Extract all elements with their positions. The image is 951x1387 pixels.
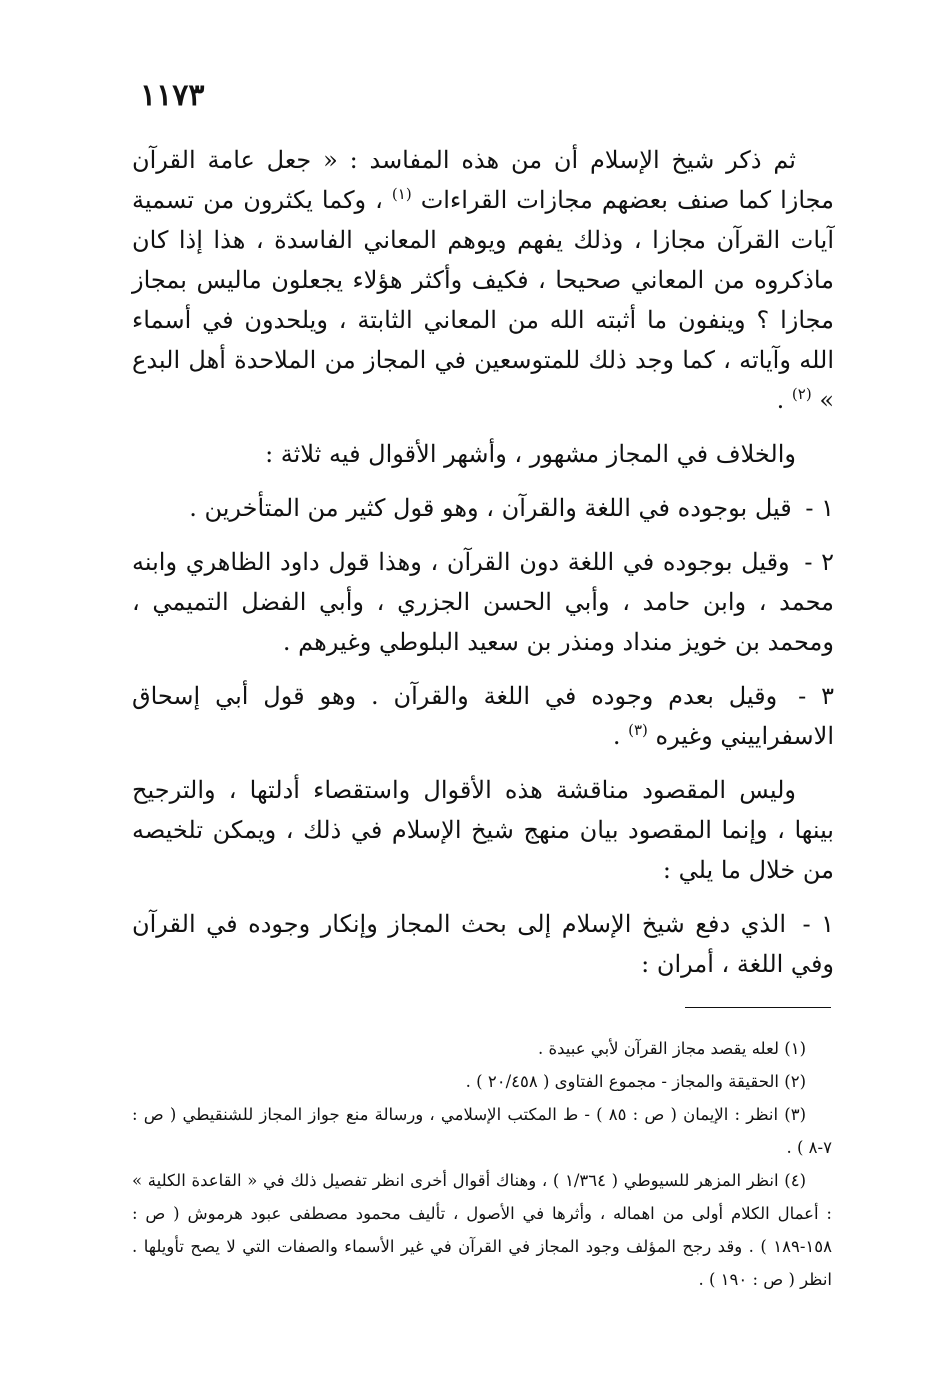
list-number: ٢ - — [804, 548, 834, 576]
list-number: ٣ - — [798, 682, 834, 710]
footnote-divider — [685, 1007, 831, 1008]
paragraph-text: وليس المقصود مناقشة هذه الأقوال واستقصاء أدلتها ، والترجيح بينها ، وإنما المقصود بيان منهج شيخ الإسلام في ذلك ، ويمكن تلخيصه من خلال ما يلي : — [132, 776, 834, 884]
footnote-3: (٣) انظر : الإيمان ( ص : ٨٥ ) - ط المكتب الإسلامي ، ورسالة منع جواز المجاز للشنقيطي ( ص : ٧-٨ ) . — [132, 1105, 832, 1157]
page-number: ١١٧٣ — [140, 78, 205, 113]
list-text-tail: . — [612, 722, 629, 750]
list-item — [132, 488, 834, 528]
footnote-2: (٢) الحقيقة والمجاز - مجموع الفتاوى ( ٢٠/٤٥٨ ) . — [465, 1072, 806, 1091]
main-text — [132, 140, 834, 998]
paragraph-maqsud — [132, 770, 834, 890]
paragraph-text: ، وكما يكثرون من تسمية آيات القرآن مجازا ، وذلك يفهم ويوهم المعاني الفاسدة ، هذا إذا كان ماذكروه من المعاني صحيحا ، فكيف وأكثر هؤلاء يجعلون ماليس بمجاز مجازا ؟ وينفون ما أثبته الله من المعاني الثابتة ، ويلحدون في أسماء الله وآياته ، كما وجد ذلك للمتوسعين في المجاز من الملاحدة أهل البدع » — [132, 186, 834, 414]
list-text: وقيل بوجوده في اللغة دون القرآن ، وهذا قول داود الظاهري وابنه محمد ، وابن حامد ، وأبي الحسن الجزري ، وأبي الفضل التميمي ، ومحمد بن خويز منداد ومنذر بن سعيد البلوطي وغيرهم . — [132, 548, 834, 656]
list-text: وقيل بعدم وجوده في اللغة والقرآن . وهو قول أبي إسحاق الاسفراييني وغيره — [132, 682, 834, 750]
footnote-ref: (٢) — [791, 385, 812, 403]
paragraph-text: والخلاف في المجاز مشهور ، وأشهر الأقوال فيه ثلاثة : — [265, 440, 796, 468]
list-number: ١ - — [805, 494, 834, 522]
footnote-4: (٤) انظر المزهر للسيوطي ( ١/٣٦٤ ) ، وهناك أقوال أخرى انظر تفصيل ذلك في « القاعدة الكلية » : أعمال الكلام أولى من اهماله ، وأثرها في الأصول ، تأليف محمود مصطفى عبود هرموش ( ص : ١٥٨-١٨٩ ) . وقد رجح المؤلف وجود المجاز في القرآن في غير الأسماء والصفات التي لا يصح تأويلها . انظر ( ص : ١٩٠ ) . — [132, 1171, 832, 1289]
list-number: ١ - — [802, 910, 834, 938]
footnotes — [132, 1032, 832, 1296]
list-item — [132, 676, 834, 756]
list-item — [132, 542, 834, 662]
list-text: قيل بوجوده في اللغة والقرآن ، وهو قول كثير من المتأخرين . — [189, 494, 792, 522]
paragraph-text: . — [776, 386, 792, 414]
paragraph-text: ثم ذكر شيخ الإسلام أن من هذه المفاسد : « جعل عامة القرآن مجازا كما صنف بعضهم مجازات القراءات — [132, 146, 834, 214]
footnote-ref: (٣) — [628, 721, 648, 739]
footnote-1: (١) لعله يقصد مجاز القرآن لأبي عبيدة . — [537, 1039, 806, 1058]
list-text: الذي دفع شيخ الإسلام إلى بحث المجاز وإنكار وجوده في القرآن وفي اللغة ، أمران : — [132, 910, 834, 978]
footnote-ref: (١) — [391, 185, 412, 203]
paragraph-khilaf — [132, 434, 834, 474]
list-item — [132, 904, 834, 984]
paragraph-mafasid — [132, 140, 834, 420]
